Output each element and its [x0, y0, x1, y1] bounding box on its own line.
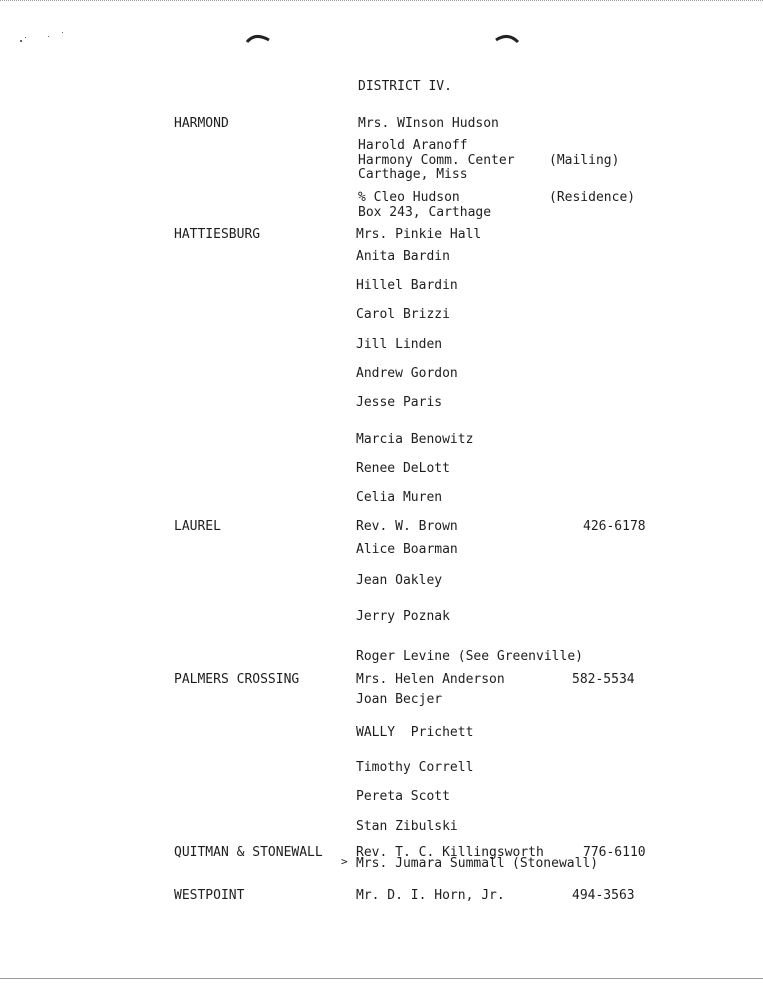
phone-number: 426-6178 [583, 519, 646, 534]
volunteer-name: Alice Boarman [356, 542, 458, 557]
contact-name: % Cleo Hudson [358, 190, 460, 205]
speck [62, 32, 63, 33]
speck [20, 40, 22, 42]
volunteer-name: Roger Levine (See Greenville) [356, 649, 583, 664]
volunteer-name: Jesse Paris [356, 395, 443, 410]
volunteer-name: Celia Muren [356, 490, 443, 505]
contact-name: Rev. T. C. Killingsworth [356, 845, 544, 860]
volunteer-name: Stan Zibulski [356, 819, 458, 834]
volunteer-name: Timothy Correll [356, 760, 474, 775]
address-note: (Residence) [549, 190, 636, 205]
address-line: Box 243, Carthage [358, 205, 492, 220]
address-line: Harmony Comm. Center [358, 153, 515, 168]
town-label-quitman-stonewall: QUITMAN & STONEWALL [174, 845, 323, 860]
volunteer-name: Hillel Bardin [356, 278, 458, 293]
page-heading: DISTRICT IV. [358, 79, 452, 94]
volunteer-name: Marcia Benowitz [356, 432, 474, 447]
volunteer-name: Joan Becjer [356, 692, 443, 707]
town-label-harmond: HARMOND [174, 116, 229, 131]
bottom-edge-line [0, 978, 763, 979]
contact-name: Mrs. WInson Hudson [358, 116, 499, 131]
top-edge-dots [0, 0, 763, 1]
town-label-palmers-crossing: PALMERS CROSSING [174, 672, 300, 687]
punch-mark-left [245, 32, 271, 44]
volunteer-name: Mrs. Pinkie Hall [356, 227, 482, 242]
contact-name: Mr. D. I. Horn, Jr. [356, 888, 505, 903]
phone-number: 582-5534 [572, 672, 635, 687]
volunteer-name: Anita Bardin [356, 249, 450, 264]
town-label-laurel: LAUREL [174, 519, 221, 534]
volunteer-name: Carol Brizzi [356, 307, 450, 322]
address-note: (Stonewall) [512, 856, 599, 871]
speck [48, 36, 49, 37]
volunteer-name: Andrew Gordon [356, 366, 458, 381]
contact-name: Mrs. Jumara Summall [356, 856, 505, 871]
speck [25, 37, 26, 38]
town-label-hattiesburg: HATTIESBURG [174, 227, 261, 242]
phone-number: 494-3563 [572, 888, 635, 903]
punch-mark-right [494, 32, 520, 44]
arrow-mark: > [341, 855, 348, 868]
volunteer-name: Jean Oakley [356, 573, 443, 588]
contact-name: Harold Aranoff [358, 138, 468, 153]
volunteer-name: Renee DeLott [356, 461, 450, 476]
address-note: (Mailing) [549, 153, 620, 168]
phone-number: 776-6110 [583, 845, 646, 860]
volunteer-name: Jill Linden [356, 337, 443, 352]
volunteer-name: Jerry Poznak [356, 609, 450, 624]
volunteer-name: WALLY Prichett [356, 725, 474, 740]
contact-name: Rev. W. Brown [356, 519, 458, 534]
town-label-westpoint: WESTPOINT [174, 888, 245, 903]
volunteer-name: Pereta Scott [356, 789, 450, 804]
address-line: Carthage, Miss [358, 167, 468, 182]
contact-name: Mrs. Helen Anderson [356, 672, 505, 687]
